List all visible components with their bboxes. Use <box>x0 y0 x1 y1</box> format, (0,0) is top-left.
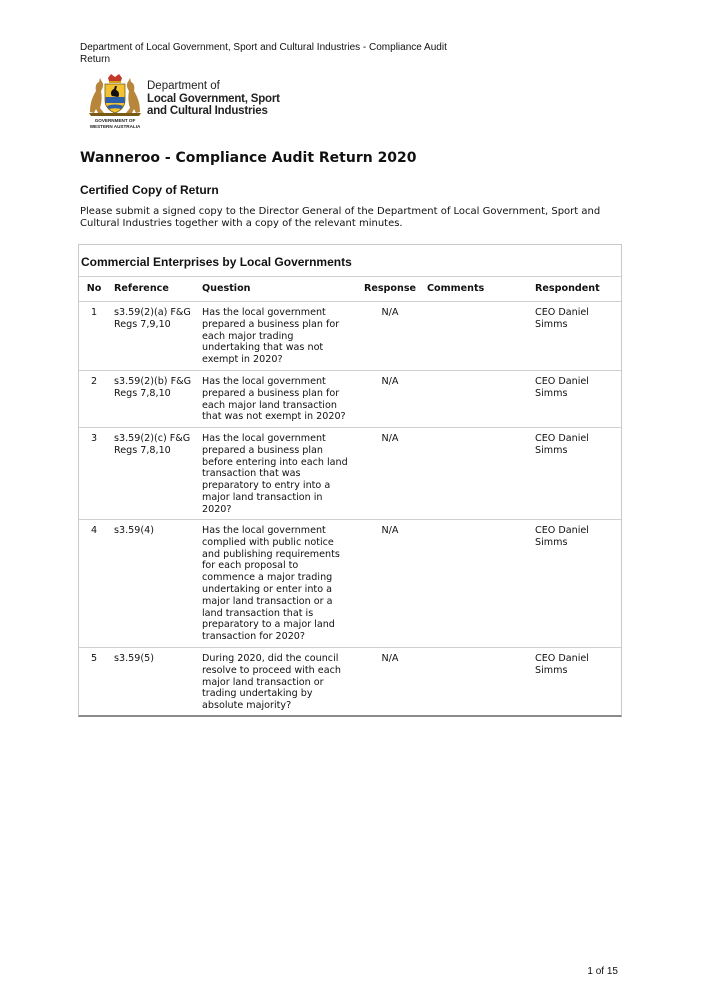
row-number: 5 <box>90 653 98 664</box>
row-comments <box>423 648 531 717</box>
page-number: 1 of 15 <box>587 966 618 977</box>
table-row <box>79 302 621 371</box>
column-header-no: No <box>79 277 109 302</box>
row-response: N/A <box>357 520 423 648</box>
row-number: 2 <box>79 371 109 428</box>
row-comments <box>423 428 531 520</box>
department-logo <box>84 72 294 134</box>
column-header-respondent: Respondent <box>531 277 621 302</box>
table-row <box>79 428 621 520</box>
row-respondent: CEO Daniel Simms <box>531 302 621 371</box>
wa-coat-of-arms-icon <box>84 72 146 118</box>
department-name: Department of Local Government, Sport and Cultural Industries <box>147 80 280 117</box>
column-header-comments: Comments <box>423 277 531 302</box>
row-question: Has the local government prepared a business plan before entering into each land transaction that was preparatory to entry into a major land transaction in 2020? <box>197 428 357 520</box>
row-response: N/A <box>381 653 399 664</box>
logo-caption: GOVERNMENT OF WESTERN AUSTRALIA <box>89 118 141 129</box>
row-number: 1 <box>79 302 109 371</box>
running-header: Department of Local Government, Sport and Cultural Industries - Compliance Audit Return <box>80 42 447 65</box>
row-comments <box>423 302 531 371</box>
table-row <box>79 520 621 648</box>
section-title: Commercial Enterprises by Local Governments <box>81 255 352 269</box>
commercial-enterprises-section <box>78 244 622 717</box>
table-row <box>79 371 621 428</box>
row-response: N/A <box>357 428 423 520</box>
row-comments <box>423 371 531 428</box>
row-reference: s3.59(2)(a) F&G Regs 7,9,10 <box>109 302 197 371</box>
column-header-question: Question <box>197 277 357 302</box>
row-comments <box>423 520 531 648</box>
row-question: Has the local government prepared a business plan for each major land transaction that was not exempt in 2020? <box>197 371 357 428</box>
table-header-row <box>79 277 621 302</box>
row-number: 4 <box>79 520 109 648</box>
compliance-table <box>79 276 621 717</box>
row-number: 3 <box>79 428 109 520</box>
row-respondent: CEO Daniel Simms <box>531 371 621 428</box>
column-header-response: Response <box>357 277 423 302</box>
row-respondent: CEO Daniel Simms <box>531 428 621 520</box>
row-respondent: CEO Daniel Simms <box>535 653 589 676</box>
row-question: Has the local government complied with public notice and publishing requirements for each proposal to commence a major trading undertaking or enter into a major land transaction or a land transaction that is preparatory to a major land transaction for 2020? <box>197 520 357 648</box>
table-row <box>79 648 621 717</box>
row-reference: s3.59(5) <box>114 653 154 664</box>
intro-paragraph: Please submit a signed copy to the Director General of the Department of Local Government, Sport and Cultural Industries together with a copy of the relevant minutes. <box>80 206 601 229</box>
row-question: During 2020, did the council resolve to proceed with each major land transaction or trading undertaking by absolute majority? <box>202 653 341 712</box>
page-title: Wanneroo - Compliance Audit Return 2020 <box>80 150 417 166</box>
row-respondent: CEO Daniel Simms <box>531 520 621 648</box>
row-reference: s3.59(2)(b) F&G Regs 7,8,10 <box>109 371 197 428</box>
row-reference: s3.59(2)(c) F&G Regs 7,8,10 <box>109 428 197 520</box>
row-response: N/A <box>357 302 423 371</box>
row-question: Has the local government prepared a business plan for each major trading undertaking that was not exempt in 2020? <box>197 302 357 371</box>
column-header-reference: Reference <box>109 277 197 302</box>
row-response: N/A <box>357 371 423 428</box>
row-reference: s3.59(4) <box>109 520 197 648</box>
page-subtitle: Certified Copy of Return <box>80 183 219 197</box>
